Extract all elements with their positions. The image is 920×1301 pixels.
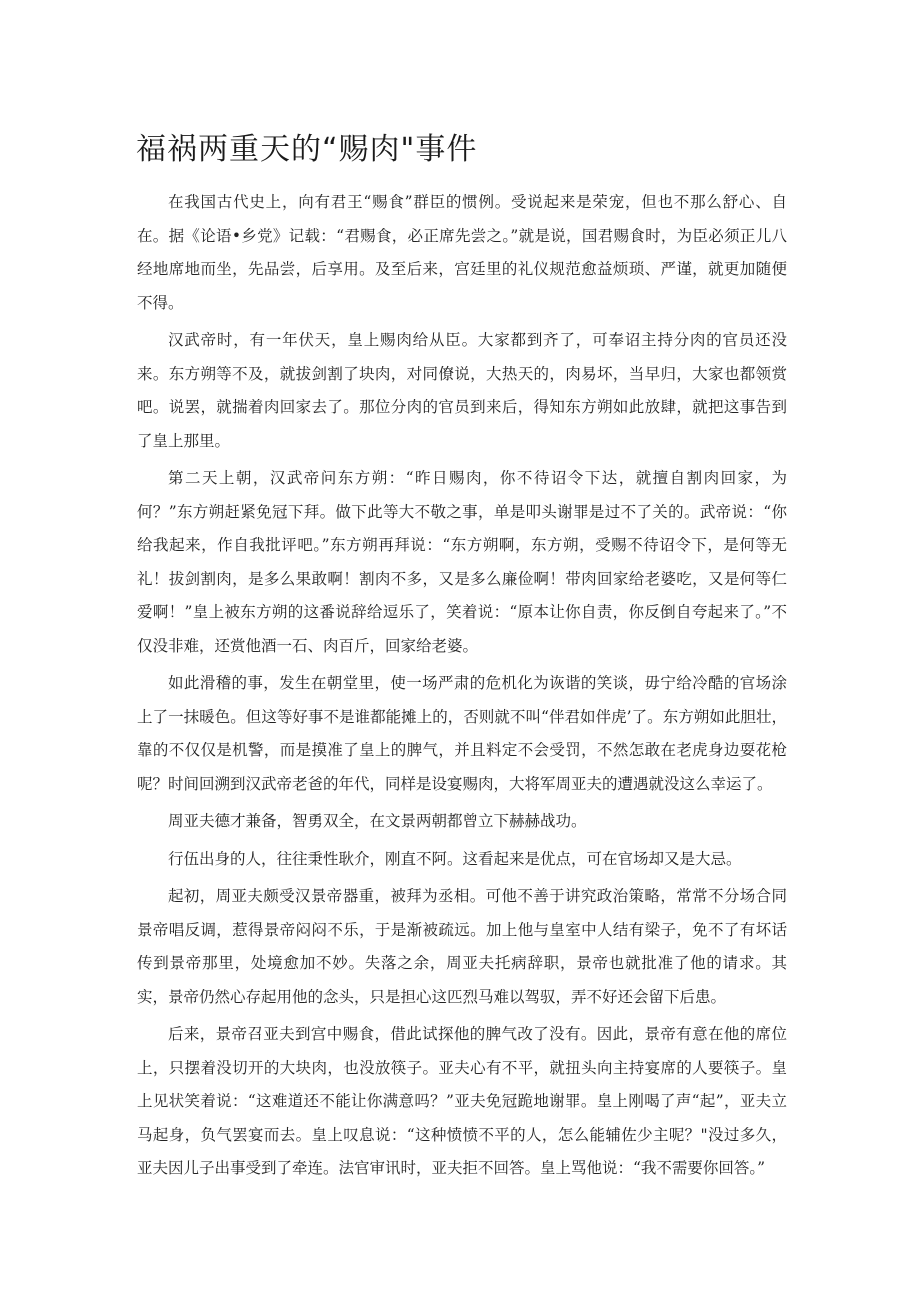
paragraph: 起初，周亚夫颇受汉景帝器重，被拜为丞相。可他不善于讲究政治策略，常常不分场合同景帝唱反调，惹得景帝闷闷不乐，于是渐被疏远。加上他与皇室中人结有梁子，免不了有坏话传到景帝那里，处境愈加不妙。失落之余，周亚夫托病辞职，景帝也就批准了他的请求。其实，景帝仍然心存起用他的念头，只是担心这匹烈马难以驾驭，弄不好还会留下后患。: [137, 887, 787, 1006]
document-title: 福祸两重天的“赐肉"事件: [136, 132, 478, 167]
paragraph: 后来，景帝召亚夫到宫中赐食，借此试探他的脾气改了没有。因此，景帝有意在他的席位上，只摆着没切开的大块肉，也没放筷子。亚夫心有不平，就扭头向主持宴席的人要筷子。皇上见状笑着说：“这难道还不能让你满意吗？”亚夫免冠跪地谢罪。皇上刚喝了声“起”，亚夫立马起身，负气罢宴而去。皇上叹息说：“这种愤愤不平的人，怎么能辅佐少主呢？"没过多久，亚夫因儿子出事受到了牵连。法官审讯时，亚夫拒不回答。皇上骂他说：“我不需要你回答。”: [137, 1025, 787, 1177]
paragraph: 第二天上朝，汉武帝问东方朔：“昨日赐肉，你不待诏令下达，就擅自割肉回家，为何？”东方朔赶紧免冠下拜。做下此等大不敬之事，单是叩头谢罪是过不了关的。武帝说：“你给我起来，作自我批评吧。”东方朔再拜说：“东方朔啊，东方朔，受赐不待诏令下，是何等无礼！拔剑割肉，是多么果敢啊！割肉不多，又是多么廉俭啊！带肉回家给老婆吃，又是何等仁爱啊！”皇上被东方朔的这番说辞给逗乐了，笑着说：“原本让你自责，你反倒自夸起来了。”不仅没非难，还赏他酒一石、肉百斤，回家给老婆。: [137, 469, 787, 655]
article-body: [137, 186, 787, 1190]
paragraph: 行伍出身的人，往往秉性耿介，刚直不阿。这看起来是优点，可在官场却又是大忌。: [168, 849, 742, 868]
paragraph: 周亚夫德才兼备，智勇双全，在文景两朝都曾立下赫赫战功。: [168, 812, 587, 830]
paragraph: 汉武帝时，有一年伏天，皇上赐肉给从臣。大家都到齐了，可奉诏主持分肉的官员还没来。东方朔等不及，就拔剑割了块肉，对同僚说，大热天的，肉易坏，当早归，大家也都领赏吧。说罢，就揣着肉回家去了。那位分肉的官员到来后，得知东方朔如此放肆，就把这事告到了皇上那里。: [137, 331, 787, 450]
paragraph: 在我国古代史上，向有君王“赐食”群臣的惯例。受说起来是荣宠，但也不那么舒心、自在。据《论语•乡党》记载：“君赐食，必正席先尝之。”就是说，国君赐食时，为臣必须正儿八经地席地而坐，先品尝，后享用。及至后来，宫廷里的礼仪规范愈益烦琐、严谨，就更加随便不得。: [137, 193, 787, 312]
paragraph: 如此滑稽的事，发生在朝堂里，使一场严肃的危机化为诙谐的笑谈，毋宁给冷酷的官场涂上了一抹暖色。但这等好事不是谁都能摊上的，否则就不叫“伴君如伴虎’了。东方朔如此胆壮，靠的不仅仅是机警，而是摸准了皇上的脾气，并且料定不会受罚，不然怎敢在老虎身边耍花枪呢？时间回溯到汉武帝老爸的年代，同样是设宴赐肉，大将军周亚夫的遭遇就没这么幸运了。: [137, 674, 787, 793]
